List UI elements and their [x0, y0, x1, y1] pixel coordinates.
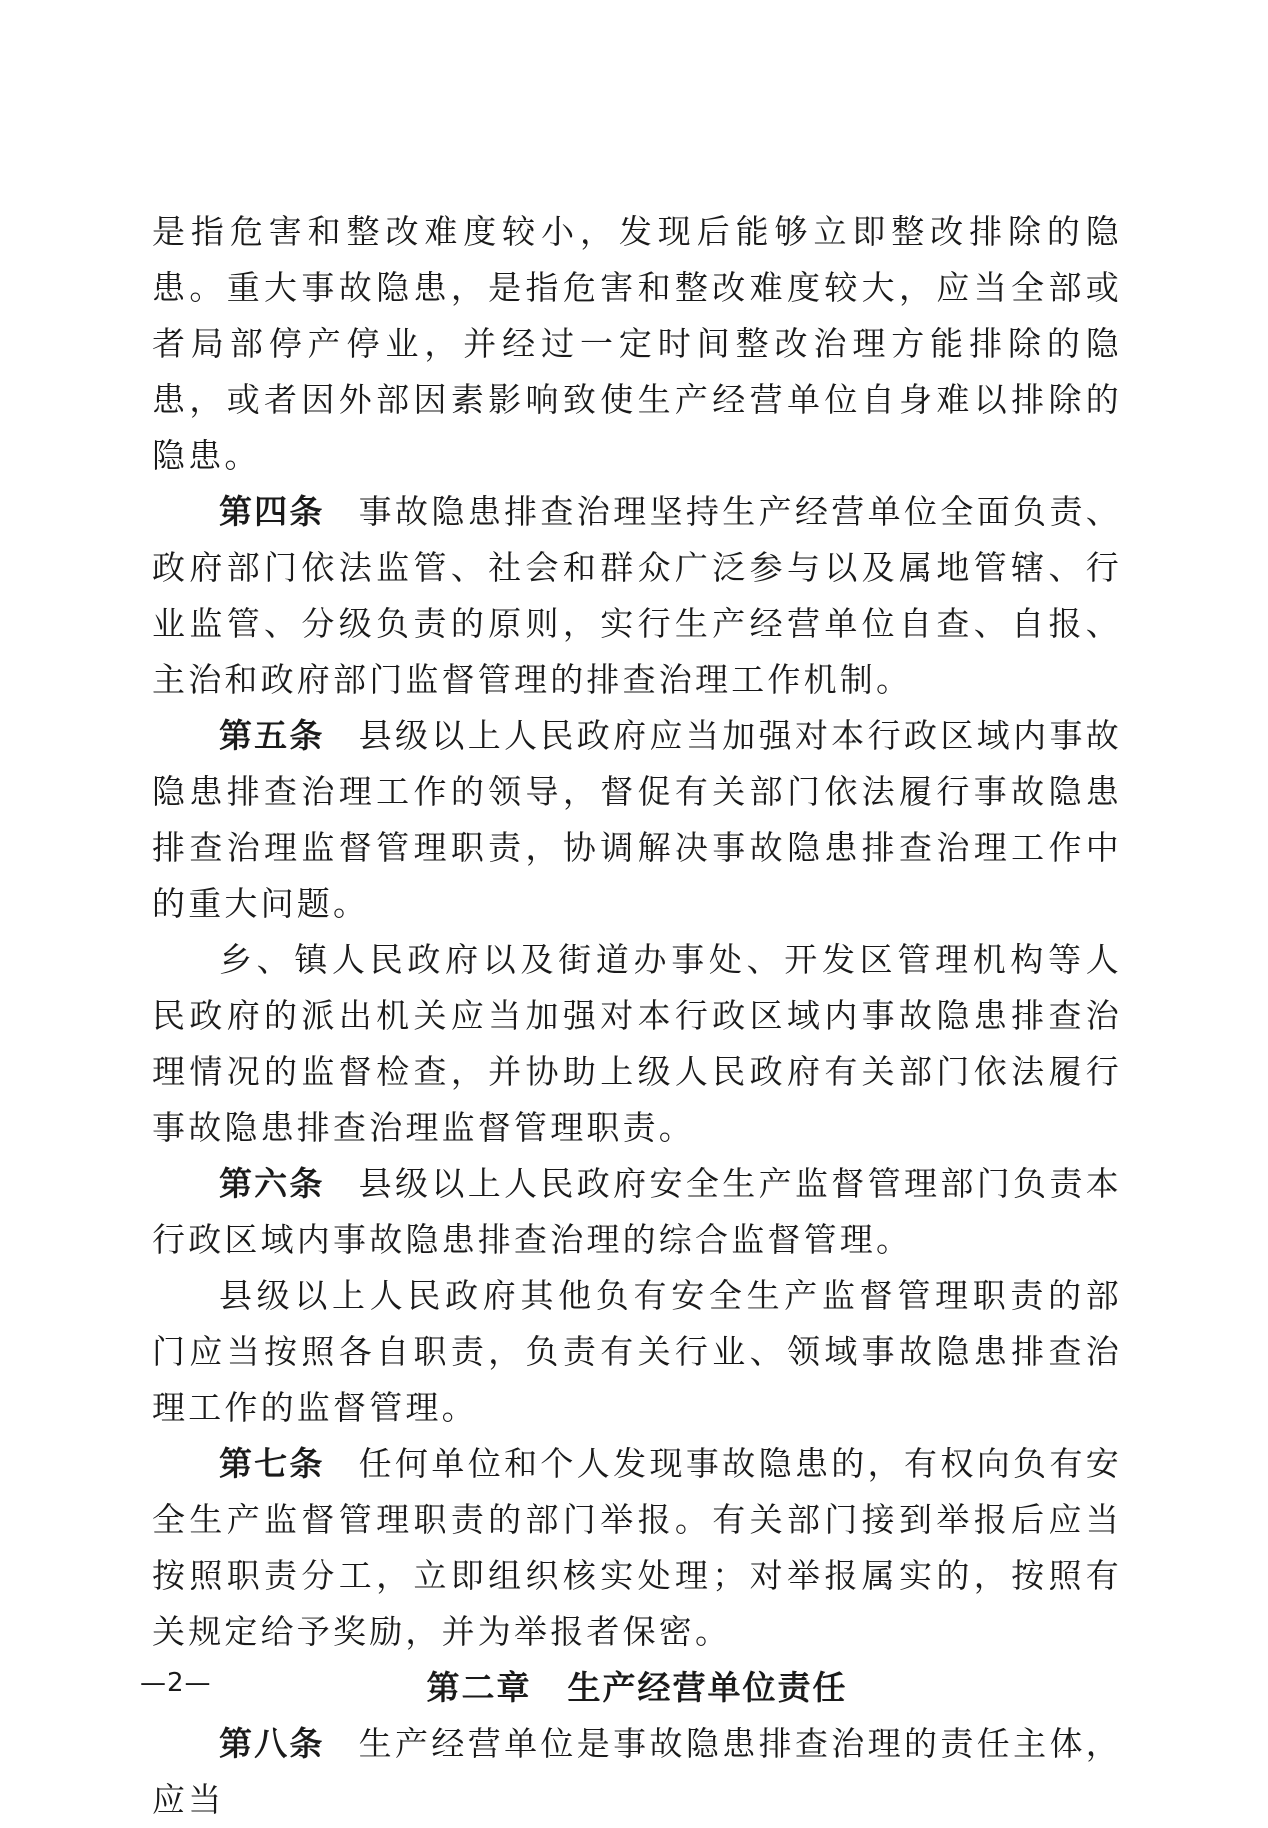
article-number: 第五条: [219, 716, 325, 755]
article-number: 第四条: [219, 492, 325, 531]
paragraph-text: 乡、镇人民政府以及街道办事处、开发区管理机构等人民政府的派出机关应当加强对本行政区域内事故隐患排查治理情况的监督检查，并协助上级人民政府有关部门依法履行事故隐患排查治理监督管理职责。: [152, 940, 1122, 1147]
paragraph-text: 县级以上人民政府安全生产监督管理部门负责本行政区域内事故隐患排查治理的综合监督管理。: [152, 1164, 1123, 1259]
paragraph-text: 生产经营单位是事故隐患排查治理的责任主体，应当: [152, 1724, 1123, 1819]
article-number: 第七条: [219, 1444, 325, 1483]
article-4: [152, 484, 1122, 708]
article-6: [152, 1156, 1122, 1268]
paragraph-continuation: [152, 204, 1122, 484]
page-number: —2—: [140, 1668, 212, 1698]
chapter-title: 生产经营单位责任: [567, 1668, 848, 1707]
article-5-clause-2: [152, 932, 1122, 1156]
chapter-number: 第二章: [426, 1668, 532, 1707]
article-number: 第八条: [219, 1724, 325, 1763]
paragraph-text: 事故隐患排查治理坚持生产经营单位全面负责、政府部门依法监管、社会和群众广泛参与以及属地管辖、行业监管、分级负责的原则，实行生产经营单位自查、自报、主治和政府部门监督管理的排查治理工作机制。: [152, 492, 1123, 699]
article-number: 第六条: [219, 1164, 325, 1203]
article-8: [152, 1716, 1122, 1828]
document-body: [152, 204, 1122, 1828]
paragraph-text: 县级以上人民政府其他负有安全生产监督管理职责的部门应当按照各自职责，负责有关行业、领域事故隐患排查治理工作的监督管理。: [152, 1276, 1122, 1427]
article-5: [152, 708, 1122, 932]
paragraph-text: 任何单位和个人发现事故隐患的，有权向负有安全生产监督管理职责的部门举报。有关部门接到举报后应当按照职责分工，立即组织核实处理；对举报属实的，按照有关规定给予奖励，并为举报者保密。: [152, 1444, 1123, 1651]
article-7: [152, 1436, 1122, 1660]
article-6-clause-2: [152, 1268, 1122, 1436]
paragraph-text: 县级以上人民政府应当加强对本行政区域内事故隐患排查治理工作的领导，督促有关部门依法履行事故隐患排查治理监督管理职责，协调解决事故隐患排查治理工作中的重大问题。: [152, 716, 1123, 923]
paragraph-text: 是指危害和整改难度较小，发现后能够立即整改排除的隐患。重大事故隐患，是指危害和整改难度较大，应当全部或者局部停产停业，并经过一定时间整改治理方能排除的隐患，或者因外部因素影响致使生产经营单位自身难以排除的隐患。: [152, 212, 1122, 475]
chapter-heading: [152, 1660, 1122, 1716]
